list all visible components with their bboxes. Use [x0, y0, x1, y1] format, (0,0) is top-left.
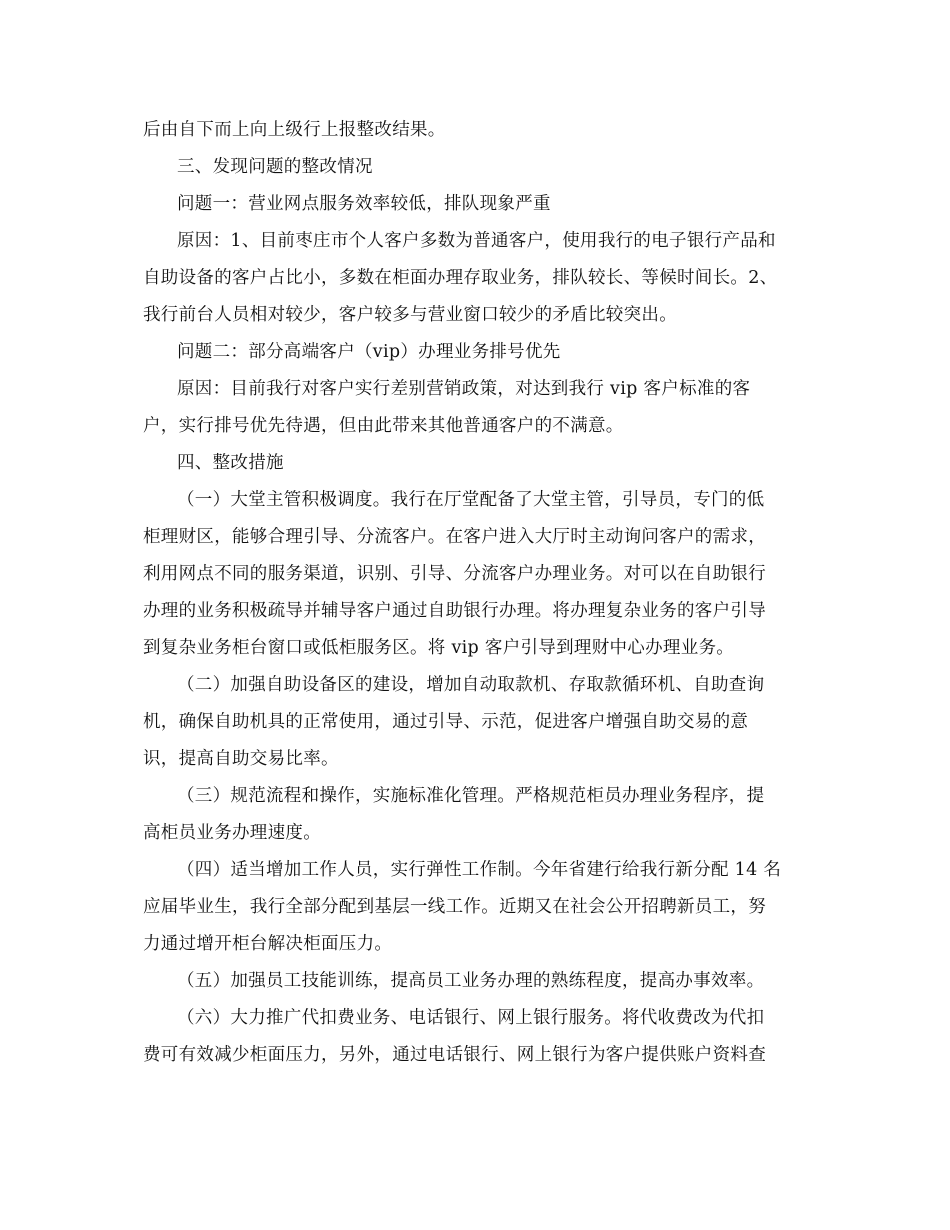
body-text-line: 户，实行排号优先待遇，但由此带来其他普通客户的不满意。 [143, 416, 624, 436]
body-text-line: （四）适当增加工作人员，实行弹性工作制。今年省建行给我行新分配 14 名 [177, 860, 782, 880]
body-text-line: 力通过增开柜台解决柜面压力。 [143, 934, 393, 954]
body-text-line: 高柜员业务办理速度。 [143, 823, 321, 843]
body-text-line: （二）加强自助设备区的建设，增加自动取款机、存取款循环机、自助查询 [177, 675, 765, 695]
body-text-line: 柜理财区，能够合理引导、分流客户。在客户进入大厅时主动询问客户的需求， [143, 527, 766, 547]
section-heading: 四、整改措施 [177, 453, 284, 473]
body-text-line: 识，提高自助交易比率。 [143, 749, 339, 769]
body-text-line: 办理的业务积极疏导并辅导客户通过自助银行办理。将办理复杂业务的客户引导 [143, 601, 766, 621]
body-text-line: 应届毕业生，我行全部分配到基层一线工作。近期又在社会公开招聘新员工，努 [143, 897, 766, 917]
body-text-line: 原因：1、目前枣庄市个人客户多数为普通客户，使用我行的电子银行产品和 [177, 231, 776, 251]
body-text-line: 机，确保自助机具的正常使用，通过引导、示范，促进客户增强自助交易的意 [143, 712, 749, 732]
problem-heading: 问题二：部分高端客户（vip）办理业务排号优先 [177, 342, 561, 362]
body-text-line: （五）加强员工技能训练，提高员工业务办理的熟练程度，提高办事效率。 [177, 971, 765, 991]
body-text-line: 我行前台人员相对较少，客户较多与营业窗口较少的矛盾比较突出。 [143, 305, 677, 325]
section-heading: 三、发现问题的整改情况 [177, 157, 373, 177]
body-text-line: 自助设备的客户占比小，多数在柜面办理存取业务，排队较长、等候时间长。2、 [143, 268, 778, 288]
body-text-line: （三）规范流程和操作，实施标准化管理。严格规范柜员办理业务程序，提 [177, 786, 765, 806]
body-text-line: （一）大堂主管积极调度。我行在厅堂配备了大堂主管，引导员，专门的低 [177, 490, 765, 510]
body-text-line: 利用网点不同的服务渠道，识别、引导、分流客户办理业务。对可以在自助银行 [143, 564, 766, 584]
body-text-line: 后由自下而上向上级行上报整改结果。 [143, 120, 446, 140]
problem-heading: 问题一：营业网点服务效率较低，排队现象严重 [177, 194, 551, 214]
body-text-line: （六）大力推广代扣费业务、电话银行、网上银行服务。将代收费改为代扣 [177, 1008, 765, 1028]
body-text-line: 费可有效减少柜面压力，另外，通过电话银行、网上银行为客户提供账户资料查 [143, 1045, 766, 1065]
body-text-line: 原因：目前我行对客户实行差别营销政策，对达到我行 vip 客户标准的客 [177, 379, 751, 399]
body-text-line: 到复杂业务柜台窗口或低柜服务区。将 vip 客户引导到理财中心办理业务。 [143, 638, 735, 658]
